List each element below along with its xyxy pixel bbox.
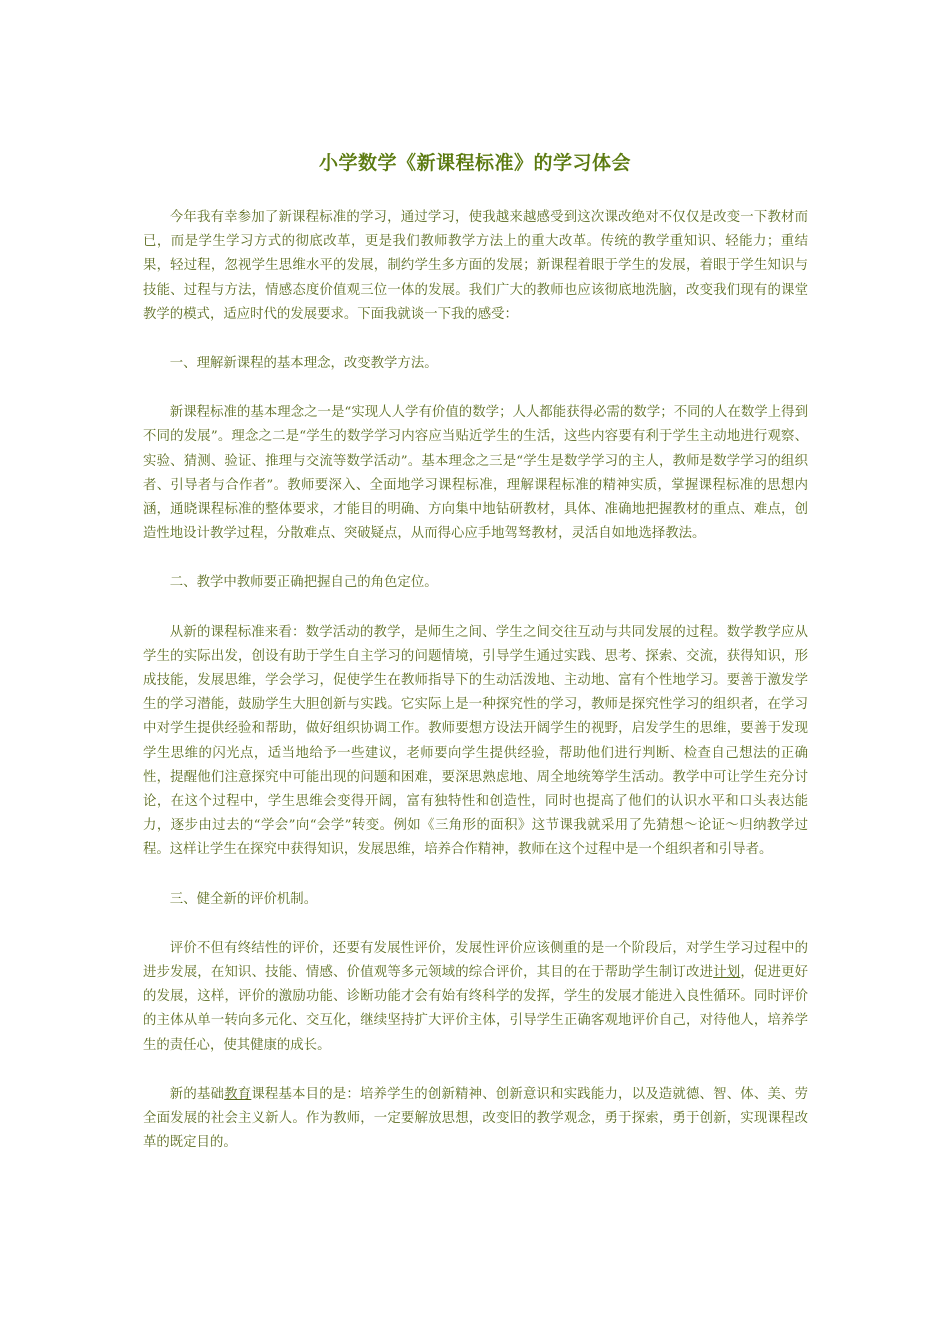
section2-heading: 二、教学中教师要正确把握自己的角色定位。 <box>169 575 438 591</box>
intro-paragraph: 今年我有幸参加了新课程标准的学习，通过学习，使我越来越感受到这次课改绝对不仅仅是改变一下教材而已，而是学生学习方式的彻底改革，更是我们教师教学方法上的重大改革。传统的教学重知识、轻能力；重结果，轻过程，忽视学生思维水平的发展，制约学生多方面的发展；新课程着眼于学生的发展，着眼于学生知识与技能、过程与方法，情感态度价值观三位一体的发展。我们广大的教师也应该彻底地洗脑，改变我们现有的课堂教学的模式，适应时代的发展要求。下面我就谈一下我的感受： <box>143 210 808 322</box>
document-title: 小学数学《新课程标准》的学习体会 <box>318 152 631 174</box>
section3-paragraph <box>143 937 808 1058</box>
closing-text-part1: 新的基础 <box>169 1086 225 1102</box>
section2-paragraph: 从新的课程标准来看：数学活动的教学，是师生之间、学生之间交往互动与共同发展的过程。数学教学应从学生的实际出发，创设有助于学生自主学习的问题情境，引导学生通过实践、思考、探索、交流，获得知识，形成技能，发展思维，学会学习，促使学生在教师指导下的生动活泼地、主动地、富有个性地学习。要善于激发学生的学习潜能，鼓励学生大胆创新与实践。它实际上是一种探究性的学习，教师是探究性学习的组织者，在学习中对学生提供经验和帮助，做好组织协调工作。教师要想方设法开阔学生的视野，启发学生的思维，要善于发现学生思维的闪光点，适当地给予一些建议，老师要向学生提供经验，帮助他们进行判断、检查自己想法的正确性，提醒他们注意探究中可能出现的问题和困难，要深思熟虑地、周全地统筹学生活动。教学中可让学生充分讨论，在这个过程中，学生思维会变得开阔，富有独特性和创造性，同时也提高了他们的认识水平和口头表达能力，逐步由过去的“学会”向“会学”转变。例如《三角形的面积》这节课我就采用了先猜想～论证～归纳教学过程。这样让学生在探究中获得知识，发展思维，培养合作精神，教师在这个过程中是一个组织者和引导者。 <box>143 624 808 858</box>
education-link[interactable]: 教育 <box>224 1086 252 1102</box>
closing-text-part2: 课程基本目的是：培养学生的创新精神、创新意识和实践能力，以及造就德、智、体、美、劳全面发展的社会主义新人。作为教师，一定要解放思想，改变旧的教学观念，勇于探索，勇于创新，实现课程改革的既定目的。 <box>143 1086 809 1151</box>
document-body <box>143 206 808 1181</box>
section3-text-part2: ，促进更好的发展，这样，评价的激励功能、诊断功能才会有始有终科学的发挥，学生的发展才能进入良性循环。同时评价的主体从单一转向多元化、交互化，继续坚持扩大评价主体，引导学生正确客观地评价自己，对待他人，培养学生的责任心，使其健康的成长。 <box>143 965 809 1053</box>
section1-paragraph: 新课程标准的基本理念之一是“实现人人学有价值的数学；人人都能获得必需的数学；不同的人在数学上得到不同的发展”。理念之二是“学生的数学学习内容应当贴近学生的生活，这些内容要有利于学生主动地进行观察、实验、猜测、验证、推理与交流等数学活动”。基本理念之三是“学生是数学学习的主人，教师是数学学习的组织者、引导者与合作者”。教师要深入、全面地学习课程标准，理解课程标准的精神实质，掌握课程标准的思想内涵，通晓课程标准的整体要求，才能目的明确、方向集中地钻研教材，具体、准确地把握教材的重点、难点，创造性地设计教学过程，分散难点、突破疑点，从而得心应手地驾驽教材，灵活自如地选择教法。 <box>143 405 808 542</box>
section3-text-part1: 评价不但有终结性的评价，还要有发展性评价，发展性评价应该侧重的是一个阶段后，对学生学习过程中的进步发展，在知识、技能、情感、价值观等多元领域的综合评价，其目的在于帮助学生制订改进 <box>143 940 808 981</box>
section1-heading: 一、理解新课程的基本理念，改变教学方法。 <box>169 356 438 372</box>
section3-heading: 三、健全新的评价机制。 <box>169 891 318 907</box>
closing-paragraph <box>143 1083 808 1156</box>
plan-link[interactable]: 计划 <box>713 965 741 981</box>
